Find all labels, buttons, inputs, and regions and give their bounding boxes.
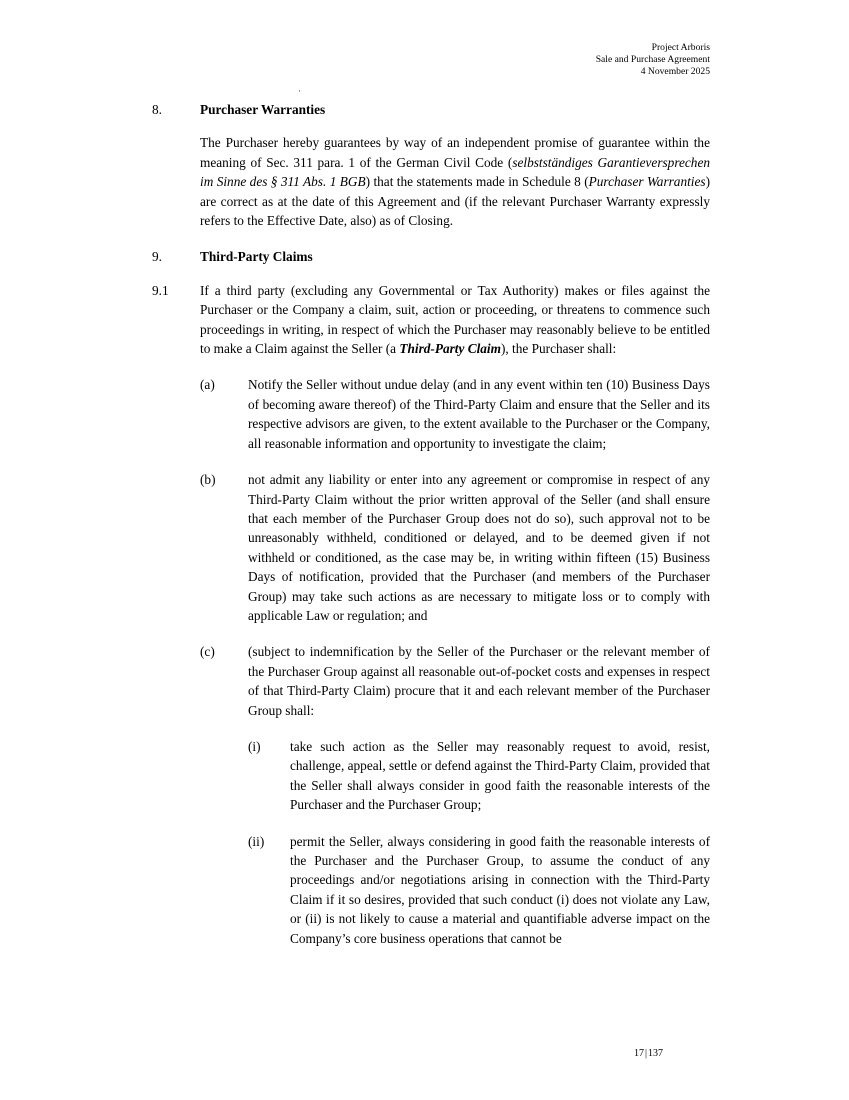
item-c-ii-paragraph: permit the Seller, always considering in good faith the reasonable interests of the Purchaser and the Purchaser Group, to assume the conduct of any proceedings and/or negotiations arising in connection with the Third-Party Claim if it so desires, provided that such conduct (i) does not violate any Law, or (ii) is not likely to cause a material and quantifiable adverse impact on the Company’s core business operations that cannot be (290, 833, 710, 946)
section-8-paragraph (200, 133, 710, 230)
text-run-bold-italic: Third-Party Claim (399, 341, 501, 357)
page-current: 17 (633, 1048, 644, 1059)
item-b-paragraph: not admit any liability or enter into any agreement or compromise in respect of any Third-Party Claim without the prior written approval of the Seller (and shall ensure that each member of the Purchaser Group does not do so), such approval not to be unreasonably withheld, conditioned or delayed, and to be deemed given if not withheld or conditioned, as the case may be, in writing within fifteen (15) Business Days of notification, provided that the Purchaser (and members of the Purchaser Group) may take such actions as are necessary to mitigate loss or to comply with applicable Law or regulation; and (248, 472, 710, 623)
item-a-paragraph: Notify the Seller without undue delay (and in any event within ten (10) Business Days of becoming aware thereof) of the Third-Party Claim and ensure that the Seller and its respective advisors are given, to the extent available to the Purchaser or the Company, all reasonable information and opportunity to investigate the claim; (248, 377, 710, 451)
header-agreement-title: Sale and Purchase Agreement (595, 54, 710, 65)
clause-9-1-item-a-row (200, 375, 710, 453)
item-c-i-label: (i) (248, 738, 261, 754)
page-number (634, 1047, 663, 1060)
text-run-italic: selbstständiges Garantieversprechen im Sinne des § 311 Abs. 1 BGB (200, 154, 711, 190)
header-date: 4 November 2025 (640, 66, 710, 77)
page-separator: | (644, 1048, 647, 1059)
item-a-label: (a) (200, 377, 215, 393)
section-8-paragraph-row (152, 133, 710, 230)
section-9-title: Third-Party Claims (200, 249, 313, 265)
section-8-heading-row (152, 100, 710, 119)
text-run: The Purchaser hereby guarantees by way of an independent promise of guarantee within the meaning of Sec. 311 para. 1 of the German Civil Code ( (200, 135, 710, 170)
item-c-i-paragraph: take such action as the Seller may reasonably request to avoid, resist, challenge, appeal, settle or defend against the Third-Party Claim, provided that the Seller shall always consider in good faith the reasonable interests of the Purchaser and the Purchaser Group; (290, 738, 710, 813)
clause-9-1-item-c-row (200, 642, 710, 720)
item-c-label: (c) (200, 644, 215, 660)
text-run: ) are correct as at the date of this Agreement and (if the relevant Purchaser Warranty expressly refers to the Effective Date, also) as of Closing. (200, 174, 710, 229)
clause-9-1-paragraph (200, 281, 710, 359)
text-run: ), the Purchaser shall: (500, 341, 617, 357)
section-9-number: 9. (152, 249, 162, 265)
clause-9-1-number: 9.1 (152, 282, 169, 298)
text-run: If a third party (excluding any Governmental or Tax Authority) makes or files against the Purchaser or the Company a claim, suit, action or proceeding, or threatens to commence such proceedings in writing, in respect of which the Purchaser may reasonably believe to be entitled to make a Claim against the Seller (a (200, 282, 710, 357)
header-project-name: Project Arboris (651, 42, 710, 53)
clause-9-1-item-b-row (200, 470, 710, 625)
stray-mark: · (298, 86, 301, 96)
item-b-label: (b) (200, 472, 216, 488)
document-header (152, 42, 710, 78)
clause-9-1-item-c-i-row (248, 737, 710, 815)
item-c-ii-label: (ii) (248, 833, 265, 849)
section-9-heading-row (152, 247, 710, 266)
number-column-spacer (152, 133, 200, 230)
text-run-italic: Purchaser Warranties (588, 174, 706, 190)
page-total: 137 (648, 1048, 663, 1059)
section-8-title: Purchaser Warranties (200, 102, 326, 117)
clause-9-1-item-c-ii-row (248, 832, 710, 948)
clause-9-1-row (152, 281, 710, 359)
text-run: ) that the statements made in Schedule 8 ( (365, 174, 589, 190)
section-8-number: 8. (152, 102, 162, 117)
item-c-paragraph: (subject to indemnification by the Seller of the Purchaser or the relevant member of the Purchaser Group against all reasonable out-of-pocket costs and expenses in respect of that Third-Party Claim) procure that it and each relevant member of the Purchaser Group shall: (248, 644, 710, 718)
